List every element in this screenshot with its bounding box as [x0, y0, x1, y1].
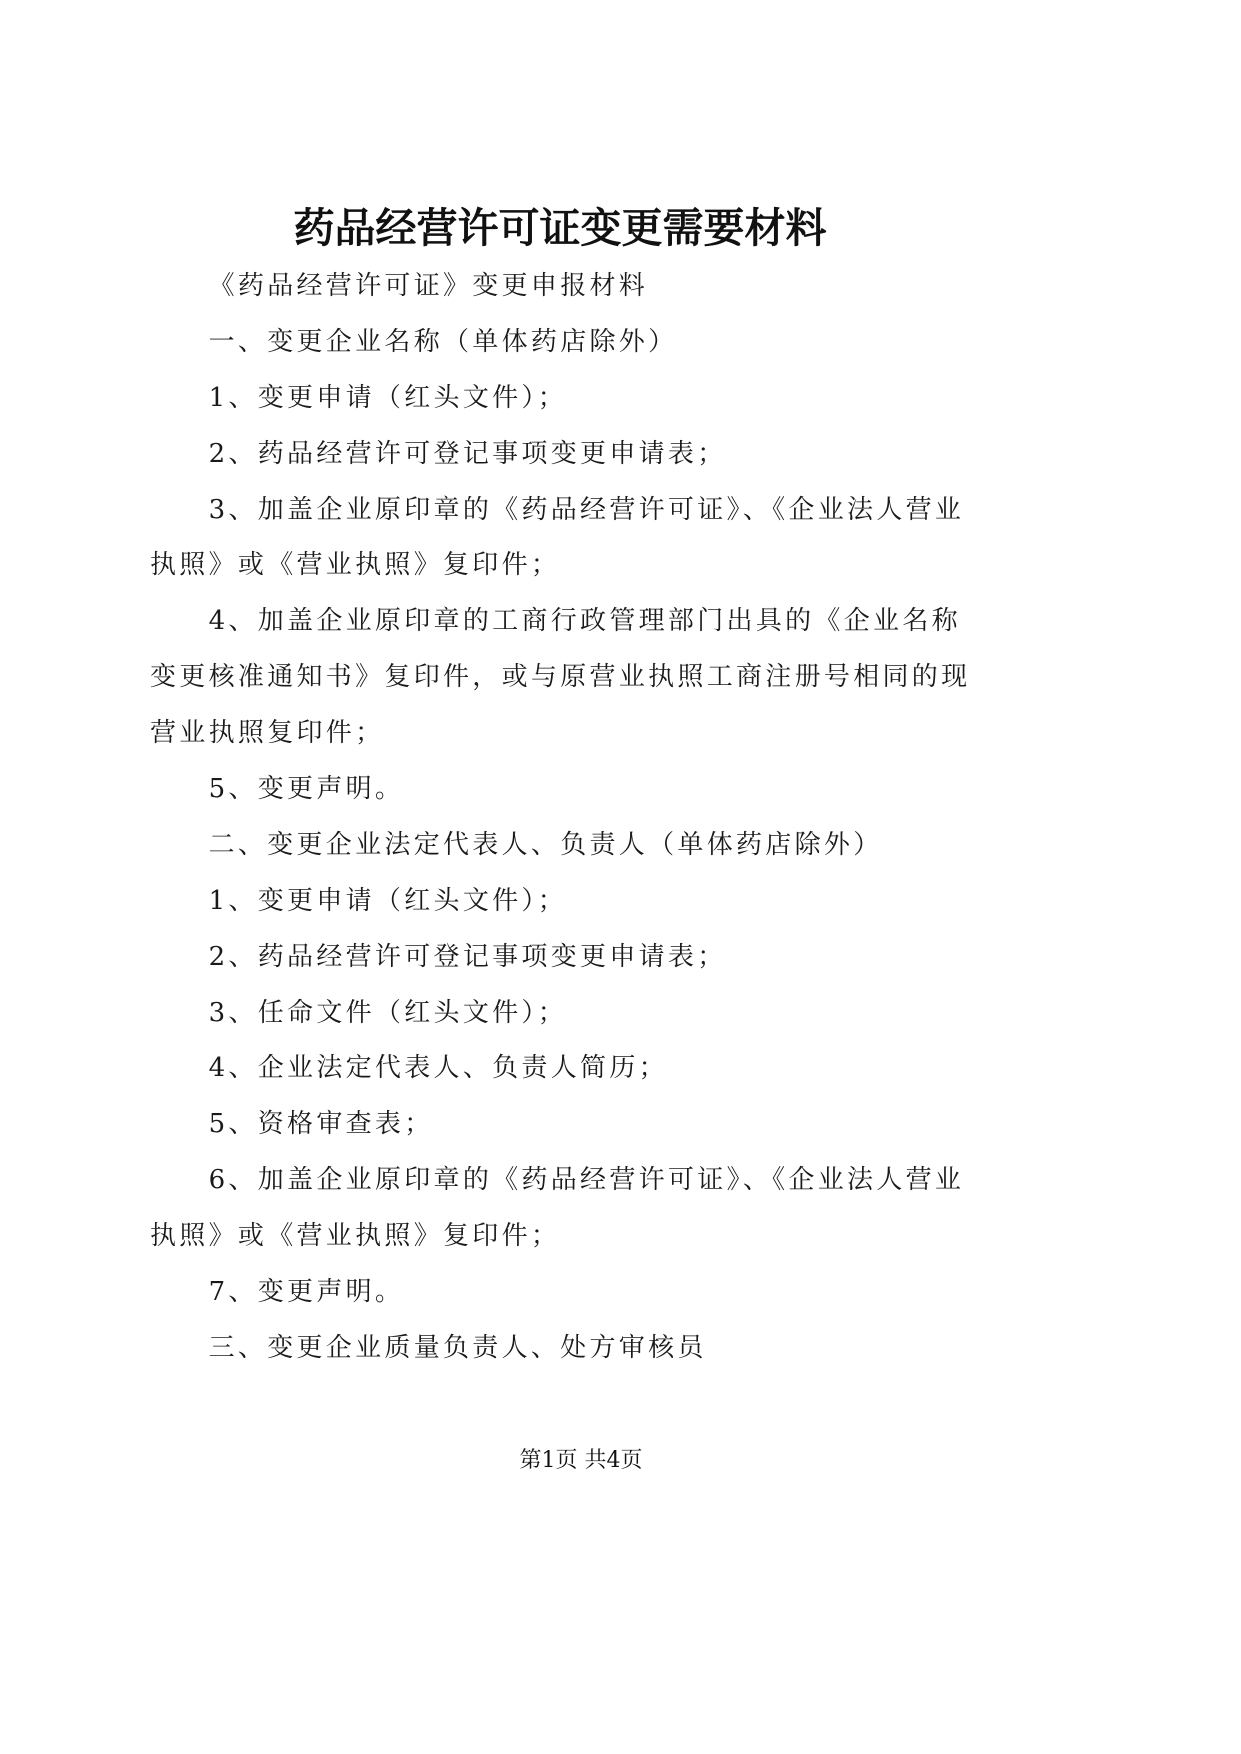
- paragraph-line: 4、企业法定代表人、负责人简历；: [208, 1053, 668, 1084]
- section-heading-3: [150, 1321, 1010, 1377]
- paragraph-line: 3、加盖企业原印章的《药品经营许可证》、《企业法人营业: [208, 494, 965, 525]
- paragraph-line: 4、加盖企业原印章的工商行政管理部门出具的《企业名称: [208, 606, 961, 637]
- paragraph-line: 《药品经营许可证》变更申报材料: [208, 271, 649, 301]
- list-item: [150, 594, 1010, 762]
- paragraph-line: 3、任命文件（红头文件）；: [208, 997, 568, 1028]
- document-body: [150, 259, 1010, 1377]
- paragraph-line: 5、资格审查表；: [208, 1109, 434, 1140]
- list-item: [150, 1041, 1010, 1097]
- paragraph-line: 一、变更企业名称（单体药店除外）: [208, 326, 678, 357]
- paragraph-line: 执照》或《营业执照》复印件；: [150, 1221, 561, 1252]
- paragraph-line: 执照》或《营业执照》复印件；: [150, 550, 561, 581]
- document-title: 药品经营许可证变更需要材料: [293, 204, 827, 252]
- paragraph-line: 1、变更申请（红头文件）；: [208, 885, 568, 916]
- list-item: [150, 1097, 1010, 1153]
- paragraph-line: 营业执照复印件；: [150, 718, 385, 749]
- section-heading-2: [150, 818, 1010, 874]
- list-item: [150, 483, 1010, 595]
- paragraph-line: 7、变更声明。: [208, 1277, 405, 1308]
- list-item: [150, 874, 1010, 930]
- paragraph-line: 二、变更企业法定代表人、负责人（单体药店除外）: [208, 829, 883, 860]
- list-item: [150, 1265, 1010, 1321]
- list-item: [150, 986, 1010, 1042]
- paragraph-subtitle: [150, 259, 1010, 315]
- list-item: [150, 427, 1010, 483]
- paragraph-line: 变更核准通知书》复印件，或与原营业执照工商注册号相同的现: [150, 662, 971, 693]
- list-item: [150, 930, 1010, 986]
- list-item: [150, 1153, 1010, 1265]
- paragraph-line: 三、变更企业质量负责人、处方审核员: [208, 1332, 707, 1363]
- paragraph-line: 2、药品经营许可登记事项变更申请表；: [208, 941, 727, 972]
- paragraph-line: 6、加盖企业原印章的《药品经营许可证》、《企业法人营业: [208, 1165, 965, 1196]
- paragraph-line: 5、变更声明。: [208, 774, 405, 805]
- paragraph-line: 2、药品经营许可登记事项变更申请表；: [208, 438, 727, 469]
- page-number-footer: 第1页 共4页: [519, 1448, 643, 1473]
- list-item: [150, 762, 1010, 818]
- section-heading-1: [150, 315, 1010, 371]
- paragraph-line: 1、变更申请（红头文件）；: [208, 382, 568, 413]
- list-item: [150, 371, 1010, 427]
